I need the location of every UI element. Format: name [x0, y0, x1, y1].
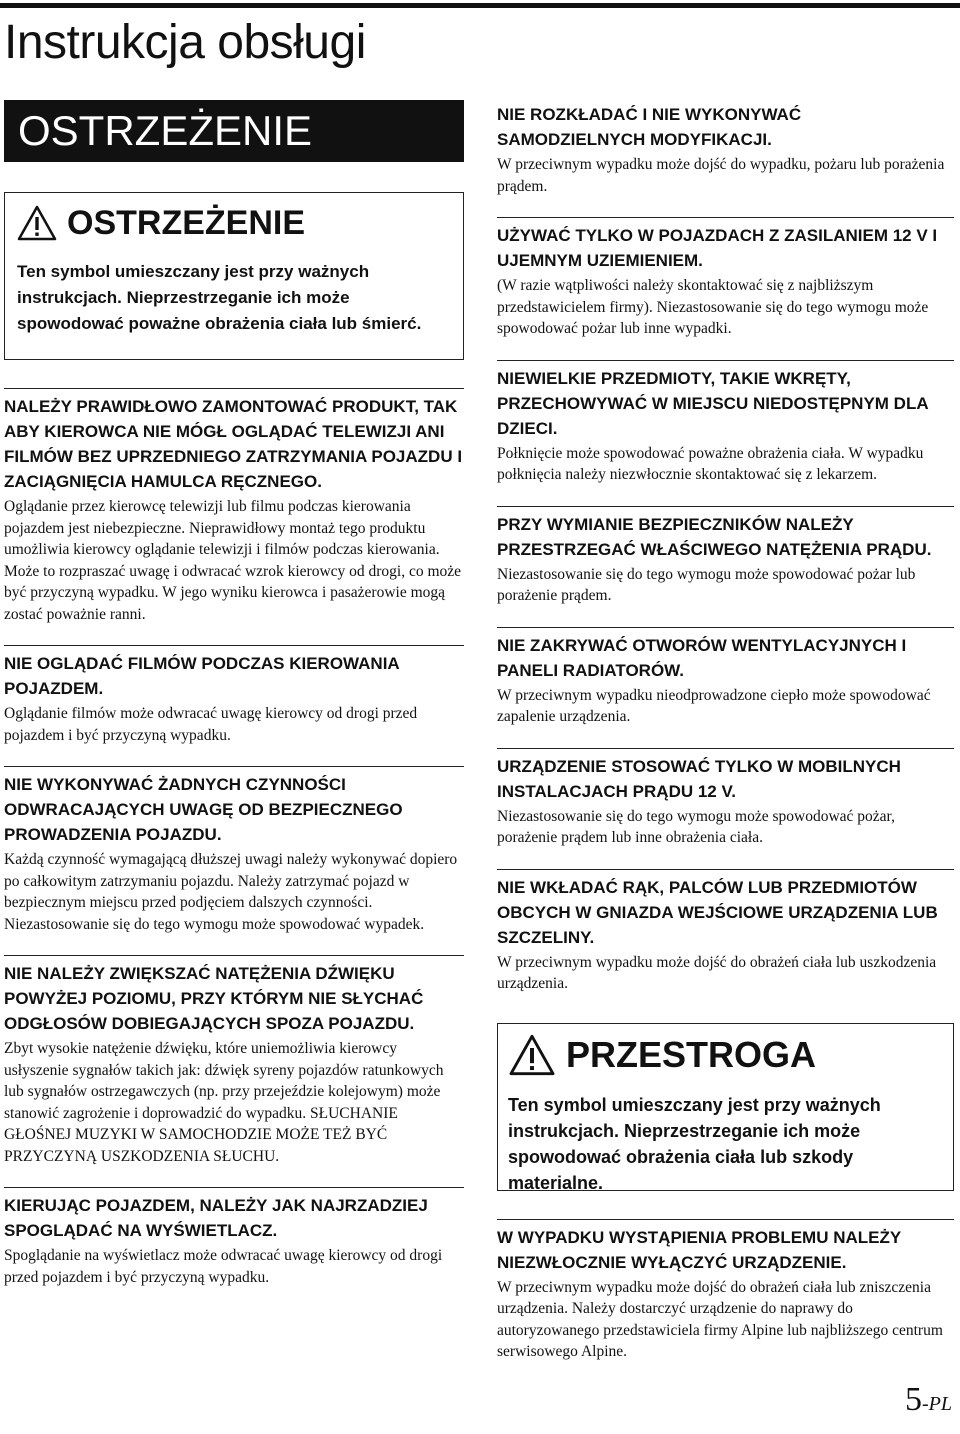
- warning-section: [497, 506, 954, 607]
- warning-box-title: OSTRZEŻENIE: [67, 204, 306, 242]
- warning-banner: OSTRZEŻENIE: [4, 100, 464, 162]
- caution-box: [497, 1023, 954, 1191]
- warning-triangle-icon: [17, 205, 57, 241]
- warning-box-header: [17, 201, 449, 245]
- page-number: [905, 1380, 952, 1424]
- section-body: Spoglądanie na wyświetlacz może odwracać uwagę kierowcy od drogi przed pojazdem i być przyczyną wypadku.: [4, 1247, 443, 1286]
- section-heading: NIE WKŁADAĆ RĄK, PALCÓW LUB PRZEDMIOTÓW OBCYCH W GNIAZDA WEJŚCIOWE URZĄDZENIA LUB SZCZELINY.: [497, 877, 938, 947]
- section-body: Połknięcie może spowodować poważne obrażenia ciała. W wypadku połknięcia należy niezwłocznie skontaktować się z lekarzem.: [497, 444, 924, 483]
- section-heading: NIE WYKONYWAĆ ŻADNYCH CZYNNOŚCI ODWRACAJĄCYCH UWAGĘ OD BEZPIECZNEGO PROWADZENIA POJAZDU.: [4, 775, 403, 844]
- section-heading: NALEŻY PRAWIDŁOWO ZAMONTOWAĆ PRODUKT, TAK ABY KIEROWCA NIE MÓGŁ OGLĄDAĆ TELEWIZJI ANI FILMÓW BEZ UPRZEDNIEGO ZATRZYMANIA POJAZDU I ZACIĄGNIĘCIA HAMULCA RĘCZNEGO.: [4, 397, 463, 491]
- section-body: W przeciwnym wypadku nieodprowadzone ciepło może spowodować zapalenie urządzenia.: [497, 686, 931, 725]
- page-title: Instrukcja obsługi: [4, 16, 366, 69]
- section-body: W przeciwnym wypadku może dojść do wypadku, pożaru lub porażenia prądem.: [497, 156, 945, 195]
- warning-section: [4, 1187, 464, 1288]
- section-body: Oglądanie filmów może odwracać uwagę kierowcy od drogi przed pojazdem i być przyczyną wypadku.: [4, 705, 418, 744]
- warning-triangle-icon: [508, 1034, 556, 1076]
- page-number-suffix: -PL: [922, 1393, 952, 1415]
- section-heading: NIE ZAKRYWAĆ OTWORÓW WENTYLACYJNYCH I PANELI RADIATORÓW.: [497, 635, 907, 680]
- section-heading: UŻYWAĆ TYLKO W POJAZDACH Z ZASILANIEM 12 V I UJEMNYM UZIEMIENIEM.: [497, 226, 938, 270]
- caution-box-title: PRZESTROGA: [566, 1033, 817, 1075]
- section-heading: W WYPADKU WYSTĄPIENIA PROBLEMU NALEŻY NIEZWŁOCZNIE WYŁĄCZYĆ URZĄDZENIE.: [497, 1227, 901, 1272]
- section-heading: KIERUJĄC POJAZDEM, NALEŻY JAK NAJRZADZIEJ SPOGLĄDAĆ NA WYŚWIETLACZ.: [4, 1196, 428, 1240]
- caution-box-text: Ten symbol umieszczany jest przy ważnych instrukcjach. Nieprzestrzeganie ich może spowodować obrażenia ciała lub szkody materialne.: [508, 1094, 881, 1193]
- warning-section: [497, 217, 954, 340]
- section-heading: URZĄDZENIE STOSOWAĆ TYLKO W MOBILNYCH INSTALACJACH PRĄDU 12 V.: [497, 756, 901, 801]
- section-heading: PRZY WYMIANIE BEZPIECZNIKÓW NALEŻY PRZESTRZEGAĆ WŁAŚCIWEGO NATĘŻENIA PRĄDU.: [497, 514, 932, 559]
- warning-section: [497, 100, 954, 197]
- section-body: Oglądanie przez kierowcę telewizji lub filmu podczas kierowania pojazdem jest niebezpieczne. Nieprawidłowy montaż tego produktu umożliwia kierowcy oglądanie telewizji i filmów podczas kierowania. Może to rozpraszać uwagę i odwracać wzrok kierowcy od drogi, co może być przyczyną wypadku. W jego wyniku kierowca i pasażerowie mogą zostać poważnie ranni.: [4, 498, 462, 623]
- left-column: [4, 100, 464, 1308]
- warning-section: [4, 766, 464, 935]
- right-column: [497, 100, 954, 1383]
- section-heading: NIE NALEŻY ZWIĘKSZAĆ NATĘŻENIA DŹWIĘKU POWYŻEJ POZIOMU, PRZY KTÓRYM NIE SŁYCHAĆ ODGŁOSÓW DOBIEGAJĄCYCH SPOZA POJAZDU.: [4, 964, 424, 1033]
- warning-box: [4, 192, 464, 360]
- section-body: (W razie wątpliwości należy skontaktować się z najbliższym przedstawicielem firmy). Niezastosowanie się do tego wymogu może spowodować pożar lub inne wypadki.: [497, 277, 929, 337]
- warning-section: [4, 388, 464, 625]
- section-heading: NIE OGLĄDAĆ FILMÓW PODCZAS KIEROWANIA POJAZDEM.: [4, 654, 400, 698]
- warning-section: [4, 955, 464, 1167]
- section-body: Każdą czynność wymagającą dłuższej uwagi należy wykonywać dopiero po całkowitym zatrzymaniu pojazdu. Należy zatrzymać pojazd w bezpiecznym miejscu przed podjęciem dalszych czynności. Niezastosowanie się do tego wymogu może spowodować wypadek.: [4, 851, 458, 933]
- warning-section: [4, 645, 464, 746]
- section-body: Niezastosowanie się do tego wymogu może spowodować pożar lub porażenie prądem.: [497, 565, 916, 604]
- section-heading: NIE ROZKŁADAĆ I NIE WYKONYWAĆ SAMODZIELNYCH MODYFIKACJI.: [497, 105, 802, 149]
- section-body: W przeciwnym wypadku może dojść do obrażeń ciała lub zniszczenia urządzenia. Należy dostarczyć urządzenie do naprawy do autoryzowanego przedstawiciela firmy Alpine lub najbliższego centrum serwisowego Alpine.: [497, 1278, 943, 1360]
- caution-box-header: [508, 1030, 939, 1080]
- top-rule: [0, 3, 960, 8]
- section-heading: NIEWIELKIE PRZEDMIOTY, TAKIE WKRĘTY, PRZECHOWYWAĆ W MIEJSCU NIEDOSTĘPNYM DLA DZIECI.: [497, 368, 928, 438]
- section-body: W przeciwnym wypadku może dojść do obrażeń ciała lub uszkodzenia urządzenia.: [497, 953, 937, 992]
- section-body: Zbyt wysokie natężenie dźwięku, które uniemożliwia kierowcy usłyszenie sygnałów takich jak: dźwięk syreny pojazdów ratunkowych lub sygnałów ostrzegawczych (np. przy przejeździe kolejowym) może stanowić zagrożenie i doprowadzić do wypadku. SŁUCHANIE GŁOŚNEJ MUZYKI W SAMOCHODZIE MOŻE TEŻ BYĆ PRZYCZYNĄ USZKODZENIA SŁUCHU.: [4, 1040, 444, 1165]
- warning-section: [497, 869, 954, 995]
- warning-section: [497, 627, 954, 728]
- warning-section: [497, 360, 954, 486]
- page-number-value: 5: [905, 1381, 922, 1418]
- section-body: Niezastosowanie się do tego wymogu może spowodować pożar, porażenie prądem lub inne obrażenia ciała.: [497, 807, 895, 846]
- warning-section: [497, 748, 954, 849]
- caution-section: [497, 1219, 954, 1363]
- warning-box-text: Ten symbol umieszczany jest przy ważnych instrukcjach. Nieprzestrzeganie ich może spowodować poważne obrażenia ciała lub śmierć.: [17, 262, 422, 333]
